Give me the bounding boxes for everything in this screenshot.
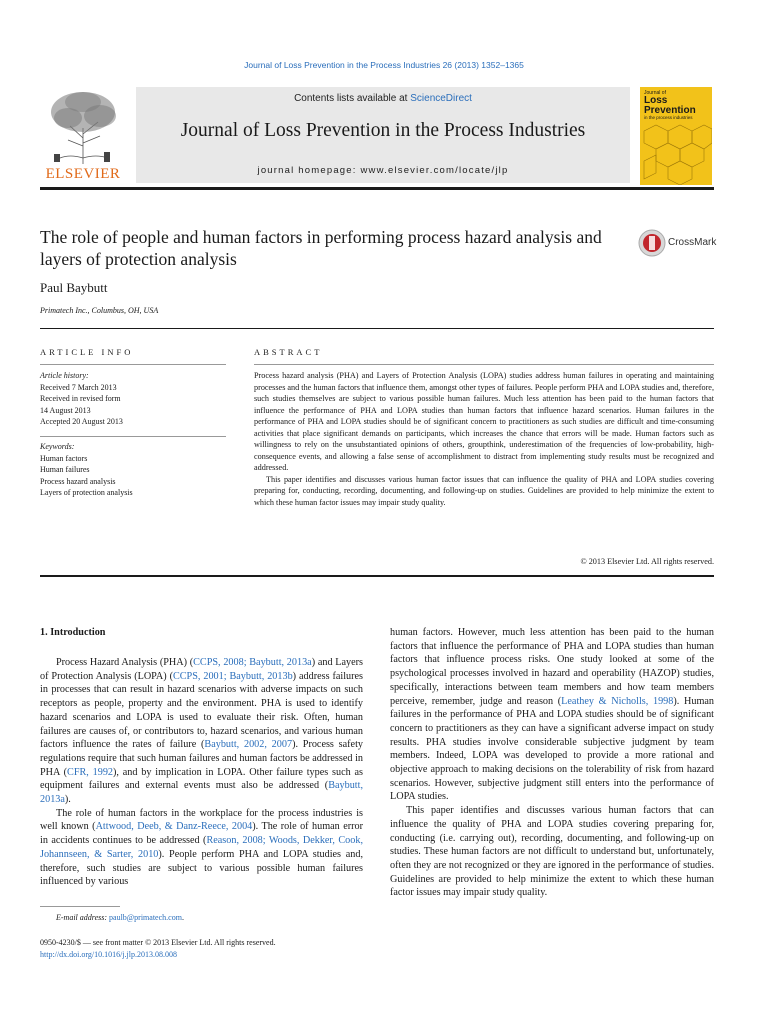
journal-homepage[interactable]: journal homepage: www.elsevier.com/locate/jlp bbox=[257, 165, 509, 176]
abstract-bottom-rule bbox=[40, 575, 714, 577]
crossmark-badge[interactable] bbox=[638, 229, 718, 259]
abstract-heading: ABSTRACT bbox=[254, 347, 323, 357]
citation-link[interactable]: Baybutt, 2013a bbox=[40, 780, 363, 806]
citation-link[interactable]: Reason, 2008; Woods, Dekker, Cook, Johannseen, & Sarter, 2010 bbox=[40, 835, 363, 860]
keywords-label: Keywords: bbox=[40, 442, 75, 451]
history-label: Article history: bbox=[40, 371, 89, 380]
history-item: Accepted 20 August 2013 bbox=[40, 417, 123, 426]
intro-paragraph-2-continued: human factors. However, much less attention has been paid to the human factors that influence the performance of PHA and LOPA studies than human factors that influence process risks. One study looked at some of the psychological processes involved in hazard and operability (HAZOP) studies, specifically, interactions between team members and how team members perceive, remember, judge and reason (Leathey & Nicholls, 1998). Human failures in the performance of PHA and LOPA studies should be of significant concern to practitioners as they can have a significant adverse impact on study results. PHA studies involve considerable subjective judgment by team members. Indeed, LOPA was developed to provide a more rational and objective approach to making decisions on the tolerability of risk from hazard scenarios. However, subjective judgment still enters into the performance of LOPA studies. bbox=[390, 627, 714, 803]
issn-line: 0950-4230/$ — see front matter © 2013 Elsevier Ltd. All rights reserved. bbox=[40, 938, 276, 947]
cover-line-3: Prevention bbox=[644, 105, 696, 116]
author-affiliation: Primatech Inc., Columbus, OH, USA bbox=[40, 306, 159, 315]
cover-line-2: Loss bbox=[644, 95, 668, 106]
cover-line-1: Journal of bbox=[644, 90, 666, 96]
title-rule bbox=[40, 328, 714, 329]
author-name: Paul Baybutt bbox=[40, 280, 108, 295]
abstract-copyright: © 2013 Elsevier Ltd. All rights reserved. bbox=[580, 557, 714, 566]
citation-link[interactable]: CFR, 1992 bbox=[67, 766, 114, 778]
intro-paragraph-2: The role of human factors in the workplace for the process industries is well known (Attwood, Deeb, & Danz-Reece, 2004). The role of human error in accidents continues to be addressed (Reason, 2008; Woods, Dekker, Cook, Johannseen, & Sarter, 2010). People perform PHA and LOPA studies and, therefore, such studies are subject to various possible human failures influenced by various bbox=[40, 807, 363, 888]
intro-paragraph-1: Process Hazard Analysis (PHA) (CCPS, 2008; Baybutt, 2013a) and Layers of Protection Analysis (LOPA) (CCPS, 2001; Baybutt, 2013b) address failures in processes that can result in hazard scenarios with adverse impacts on such receptors as people, property and the environment. PHA is used to identify hazard scenarios and LOPA is used to evaluate their risk. Often, human failures are causes of, or contributors to, hazard scenarios, and various human factors influence the rates of failure (Baybutt, 2002, 2007). Process safety regulations require that such human failures and human factors be addressed in PHA (CFR, 1992), and by implication in LOPA. Other failure types such as equipment failures and external events must also be addressed (Baybutt, 2013a). bbox=[40, 657, 363, 806]
citation-link[interactable]: Attwood, Deeb, & Danz-Reece, 2004 bbox=[95, 821, 253, 833]
citation-link[interactable]: CCPS, 2001; Baybutt, 2013b bbox=[172, 670, 293, 682]
article-info-rule bbox=[40, 364, 226, 365]
body-column-left bbox=[40, 656, 363, 889]
intro-paragraph-3: This paper identifies and discusses various human factors that can influence the quality of PHA and LOPA studies covering preparing for, conducting (i.e. carrying out), recording, documenting, and following-up on studies. These human factors are not difficult to understand but, unfortunately, often they are not recognized or they are ignored in the performance of studies. Guidelines are provided to help minimize the extent to which these human factor issues may impair study quality. bbox=[390, 805, 714, 899]
email-link[interactable]: paulb@primatech.com bbox=[109, 913, 182, 922]
article-title: The role of people and human factors in performing process hazard analysis and layers of protection analysis bbox=[40, 227, 602, 269]
citation-link[interactable]: Baybutt, 2002, 2007 bbox=[204, 739, 293, 751]
doi-link[interactable]: http://dx.doi.org/10.1016/j.jlp.2013.08.008 bbox=[40, 950, 177, 959]
abstract-paragraph-2: This paper identifies and discusses various human factor issues that can influence the quality of PHA and LOPA studies covering preparing for, conducting, recording, documenting, and following-up on studies. Guidelines are provided to help minimize the extent to which these human factor issues may impair study quality. bbox=[254, 474, 714, 508]
history-item: Received in revised form bbox=[40, 394, 121, 403]
sciencedirect-link[interactable]: ScienceDirect bbox=[410, 93, 472, 104]
header-rule bbox=[40, 187, 714, 190]
history-item: Received 7 March 2013 bbox=[40, 382, 117, 392]
footnote-rule bbox=[40, 906, 120, 907]
abstract-rule bbox=[254, 364, 714, 365]
abstract-paragraph-1: Process hazard analysis (PHA) and Layers of Protection Analysis (LOPA) studies address human failures in operating and maintaining processes and the human factors that influence them, amongst other types of failures. People perform PHA and LOPA studies and, therefore, such studies themselves are subject to various possible human failures. Much less attention has been paid to the human factors that influence the performance of PHA and LOPA studies than human factors that influence hazard scenarios. Human failures in the performance of PHA and LOPA studies should be of significant concern to practitioners as such studies are difficult and time-consuming activities that place significant demands on participants, which increases the chance that errors will be made. Human factors such as willingness to rely on the unsubstantiated opinions of others, groupthink, underestimation of the frequencies of low-probability, high-consequence events, and allowing a false sense of accomplishment to distract from implementing study results must be recognized and addressed. bbox=[254, 371, 714, 473]
citation-link[interactable]: CCPS, 2008; Baybutt, 2013a bbox=[193, 657, 312, 668]
keyword-item[interactable]: Process hazard analysis bbox=[40, 476, 116, 486]
crossmark-icon bbox=[638, 229, 666, 257]
abstract-body bbox=[254, 370, 714, 509]
cover-line-4: in the process industries bbox=[644, 115, 693, 120]
contents-prefix: Contents lists available at bbox=[294, 93, 411, 104]
keyword-item[interactable]: Human factors bbox=[40, 453, 88, 463]
keyword-item[interactable]: Human failures bbox=[40, 465, 90, 474]
journal-title: Journal of Loss Prevention in the Process Industries bbox=[180, 120, 586, 141]
citation-link[interactable]: Leathey & Nicholls, 1998 bbox=[561, 695, 674, 707]
section-heading-introduction: 1. Introduction bbox=[40, 627, 106, 638]
corresponding-email: E-mail address: paulb@primatech.com. bbox=[56, 913, 184, 922]
journal-citation[interactable]: Journal of Loss Prevention in the Process Industries 26 (2013) 1352–1365 bbox=[244, 60, 524, 70]
elsevier-wordmark: ELSEVIER bbox=[45, 166, 121, 182]
history-item: 14 August 2013 bbox=[40, 405, 91, 415]
keywords-block bbox=[40, 441, 226, 499]
journal-cover-thumbnail[interactable] bbox=[640, 87, 712, 185]
history-keywords-rule bbox=[40, 436, 226, 437]
body-column-right bbox=[390, 626, 714, 900]
crossmark-label: CrossMark bbox=[668, 237, 717, 248]
contents-available-line bbox=[136, 93, 630, 104]
email-label: E-mail address: bbox=[56, 913, 110, 922]
article-info-heading: ARTICLE INFO bbox=[40, 347, 134, 357]
article-history bbox=[40, 370, 226, 428]
keyword-item[interactable]: Layers of protection analysis bbox=[40, 488, 133, 497]
